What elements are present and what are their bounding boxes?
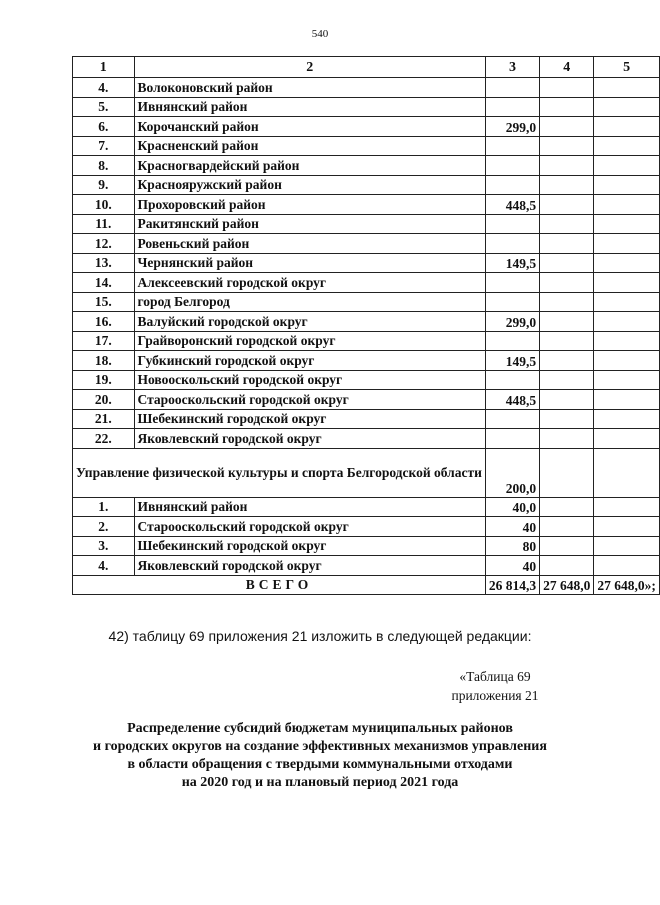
column-header: 4 bbox=[540, 57, 594, 78]
table-reference bbox=[420, 667, 570, 705]
title-line: и городских округов на создание эффективных механизмов управления bbox=[93, 739, 547, 754]
subsidy-table bbox=[72, 56, 660, 595]
section-table-row bbox=[73, 536, 660, 556]
amount-2022 bbox=[594, 390, 660, 410]
table-row bbox=[73, 214, 660, 234]
section-table-row bbox=[73, 497, 660, 517]
amount-2022 bbox=[594, 175, 660, 195]
title-line: в области обращения с твердыми коммунальными отходами bbox=[127, 757, 513, 772]
amount-2022 bbox=[594, 292, 660, 312]
amount-2020 bbox=[485, 175, 539, 195]
total-2020: 26 814,3 bbox=[485, 575, 539, 595]
amount-2022 bbox=[594, 214, 660, 234]
row-number: 22. bbox=[73, 429, 135, 449]
municipality-name: Ракитянский район bbox=[134, 214, 485, 234]
total-label: ВСЕГО bbox=[73, 575, 486, 595]
amount-2022 bbox=[594, 195, 660, 215]
amount-2020 bbox=[485, 97, 539, 117]
municipality-name: Губкинский городской округ bbox=[134, 351, 485, 371]
amount-2021 bbox=[540, 253, 594, 273]
amount-2020 bbox=[485, 331, 539, 351]
amount-2020 bbox=[485, 370, 539, 390]
table-title bbox=[70, 720, 570, 792]
row-number: 4. bbox=[73, 78, 135, 98]
row-number: 9. bbox=[73, 175, 135, 195]
amount-2020 bbox=[485, 273, 539, 293]
amount-2020 bbox=[485, 214, 539, 234]
amount-2021 bbox=[540, 312, 594, 332]
table-row bbox=[73, 195, 660, 215]
amount-2021 bbox=[540, 517, 594, 537]
amount-2021 bbox=[540, 292, 594, 312]
row-number: 15. bbox=[73, 292, 135, 312]
amount-2021 bbox=[540, 536, 594, 556]
row-number: 21. bbox=[73, 409, 135, 429]
amount-2021 bbox=[540, 175, 594, 195]
section-row bbox=[73, 448, 660, 497]
amount-2021 bbox=[540, 234, 594, 254]
amount-2020: 149,5 bbox=[485, 351, 539, 371]
row-number: 7. bbox=[73, 136, 135, 156]
amount-2022 bbox=[594, 370, 660, 390]
total-2021: 27 648,0 bbox=[540, 575, 594, 595]
row-number: 1. bbox=[73, 497, 135, 517]
table-row bbox=[73, 234, 660, 254]
table-row bbox=[73, 351, 660, 371]
table-row bbox=[73, 292, 660, 312]
amount-2021 bbox=[540, 156, 594, 176]
amount-2022 bbox=[594, 97, 660, 117]
municipality-name: Ивнянский район bbox=[134, 97, 485, 117]
row-number: 2. bbox=[73, 517, 135, 537]
amount-2020: 40 bbox=[485, 517, 539, 537]
row-number: 10. bbox=[73, 195, 135, 215]
page-number: 540 bbox=[311, 28, 329, 40]
municipality-name: Красногвардейский район bbox=[134, 156, 485, 176]
amount-2021 bbox=[540, 351, 594, 371]
amount-2020: 448,5 bbox=[485, 390, 539, 410]
amount-2022 bbox=[594, 273, 660, 293]
table-row bbox=[73, 273, 660, 293]
amount-2020: 299,0 bbox=[485, 117, 539, 137]
amount-2021 bbox=[540, 409, 594, 429]
row-number: 8. bbox=[73, 156, 135, 176]
amount-2022 bbox=[594, 136, 660, 156]
amount-2022 bbox=[594, 117, 660, 137]
table-row bbox=[73, 390, 660, 410]
table-row bbox=[73, 370, 660, 390]
municipality-name: Старооскольский городской округ bbox=[134, 517, 485, 537]
row-number: 18. bbox=[73, 351, 135, 371]
amount-2022 bbox=[594, 331, 660, 351]
row-number: 20. bbox=[73, 390, 135, 410]
table-row bbox=[73, 156, 660, 176]
section-amount-2021 bbox=[540, 448, 594, 497]
municipality-name: Шебекинский городской округ bbox=[134, 536, 485, 556]
total-2022: 27 648,0»; bbox=[594, 575, 660, 595]
amount-2021 bbox=[540, 370, 594, 390]
amount-2020 bbox=[485, 156, 539, 176]
amount-2021 bbox=[540, 78, 594, 98]
amount-2022 bbox=[594, 351, 660, 371]
section-table-row bbox=[73, 517, 660, 537]
municipality-name: Ровеньский район bbox=[134, 234, 485, 254]
amendment-instruction: 42) таблицу 69 приложения 21 изложить в следующей редакции: bbox=[108, 628, 532, 644]
row-number: 4. bbox=[73, 556, 135, 576]
amount-2020 bbox=[485, 78, 539, 98]
row-number: 3. bbox=[73, 536, 135, 556]
amount-2021 bbox=[540, 390, 594, 410]
amount-2020: 299,0 bbox=[485, 312, 539, 332]
row-number: 14. bbox=[73, 273, 135, 293]
row-number: 6. bbox=[73, 117, 135, 137]
section-amount-2020: 200,0 bbox=[485, 448, 539, 497]
municipality-name: Новооскольский городской округ bbox=[134, 370, 485, 390]
total-row bbox=[73, 575, 660, 595]
table-row bbox=[73, 429, 660, 449]
amount-2021 bbox=[540, 117, 594, 137]
column-header: 1 bbox=[73, 57, 135, 78]
row-number: 13. bbox=[73, 253, 135, 273]
table-header-row bbox=[73, 57, 660, 78]
table-row bbox=[73, 253, 660, 273]
amount-2022 bbox=[594, 234, 660, 254]
row-number: 5. bbox=[73, 97, 135, 117]
amount-2022 bbox=[594, 409, 660, 429]
municipality-name: Грайворонский городской округ bbox=[134, 331, 485, 351]
row-number: 11. bbox=[73, 214, 135, 234]
amount-2020: 40,0 bbox=[485, 497, 539, 517]
municipality-name: Яковлевский городской округ bbox=[134, 556, 485, 576]
table-row bbox=[73, 136, 660, 156]
municipality-name: Шебекинский городской округ bbox=[134, 409, 485, 429]
table-row bbox=[73, 331, 660, 351]
amount-2022 bbox=[594, 497, 660, 517]
amount-2021 bbox=[540, 136, 594, 156]
row-number: 12. bbox=[73, 234, 135, 254]
row-number: 17. bbox=[73, 331, 135, 351]
amount-2020: 149,5 bbox=[485, 253, 539, 273]
municipality-name: Волоконовский район bbox=[134, 78, 485, 98]
municipality-name: город Белгород bbox=[134, 292, 485, 312]
column-header: 3 bbox=[485, 57, 539, 78]
municipality-name: Алексеевский городской округ bbox=[134, 273, 485, 293]
municipality-name: Краснояружский район bbox=[134, 175, 485, 195]
amount-2022 bbox=[594, 536, 660, 556]
amount-2022 bbox=[594, 429, 660, 449]
table-reference-line: «Таблица 69 bbox=[459, 669, 531, 684]
section-table-row bbox=[73, 556, 660, 576]
municipality-name: Чернянский район bbox=[134, 253, 485, 273]
column-header: 2 bbox=[134, 57, 485, 78]
title-line: Распределение субсидий бюджетам муниципальных районов bbox=[127, 721, 513, 736]
table-reference-line: приложения 21 bbox=[451, 688, 539, 703]
amount-2021 bbox=[540, 273, 594, 293]
row-number: 16. bbox=[73, 312, 135, 332]
amount-2020: 448,5 bbox=[485, 195, 539, 215]
table-row bbox=[73, 312, 660, 332]
amount-2020: 80 bbox=[485, 536, 539, 556]
amount-2021 bbox=[540, 195, 594, 215]
municipality-name: Прохоровский район bbox=[134, 195, 485, 215]
column-header: 5 bbox=[594, 57, 660, 78]
municipality-name: Старооскольский городской округ bbox=[134, 390, 485, 410]
row-number: 19. bbox=[73, 370, 135, 390]
table-row bbox=[73, 175, 660, 195]
amount-2020: 40 bbox=[485, 556, 539, 576]
municipality-name: Валуйский городской округ bbox=[134, 312, 485, 332]
table-row bbox=[73, 117, 660, 137]
table-row bbox=[73, 97, 660, 117]
amount-2021 bbox=[540, 331, 594, 351]
amount-2022 bbox=[594, 156, 660, 176]
municipality-name: Ивнянский район bbox=[134, 497, 485, 517]
amount-2022 bbox=[594, 517, 660, 537]
municipality-name: Яковлевский городской округ bbox=[134, 429, 485, 449]
table-row bbox=[73, 78, 660, 98]
amount-2021 bbox=[540, 214, 594, 234]
amount-2020 bbox=[485, 234, 539, 254]
amount-2020 bbox=[485, 292, 539, 312]
section-name: Управление физической культуры и спорта Белгородской области bbox=[73, 448, 486, 497]
amount-2022 bbox=[594, 78, 660, 98]
amount-2020 bbox=[485, 429, 539, 449]
municipality-name: Красненский район bbox=[134, 136, 485, 156]
amount-2021 bbox=[540, 497, 594, 517]
amount-2022 bbox=[594, 312, 660, 332]
amount-2020 bbox=[485, 409, 539, 429]
amount-2021 bbox=[540, 556, 594, 576]
table-row bbox=[73, 409, 660, 429]
amount-2022 bbox=[594, 556, 660, 576]
amount-2021 bbox=[540, 97, 594, 117]
amount-2021 bbox=[540, 429, 594, 449]
municipality-name: Корочанский район bbox=[134, 117, 485, 137]
amount-2022 bbox=[594, 253, 660, 273]
title-line: на 2020 год и на плановый период 2021 года bbox=[181, 775, 459, 790]
amount-2020 bbox=[485, 136, 539, 156]
section-amount-2022 bbox=[594, 448, 660, 497]
